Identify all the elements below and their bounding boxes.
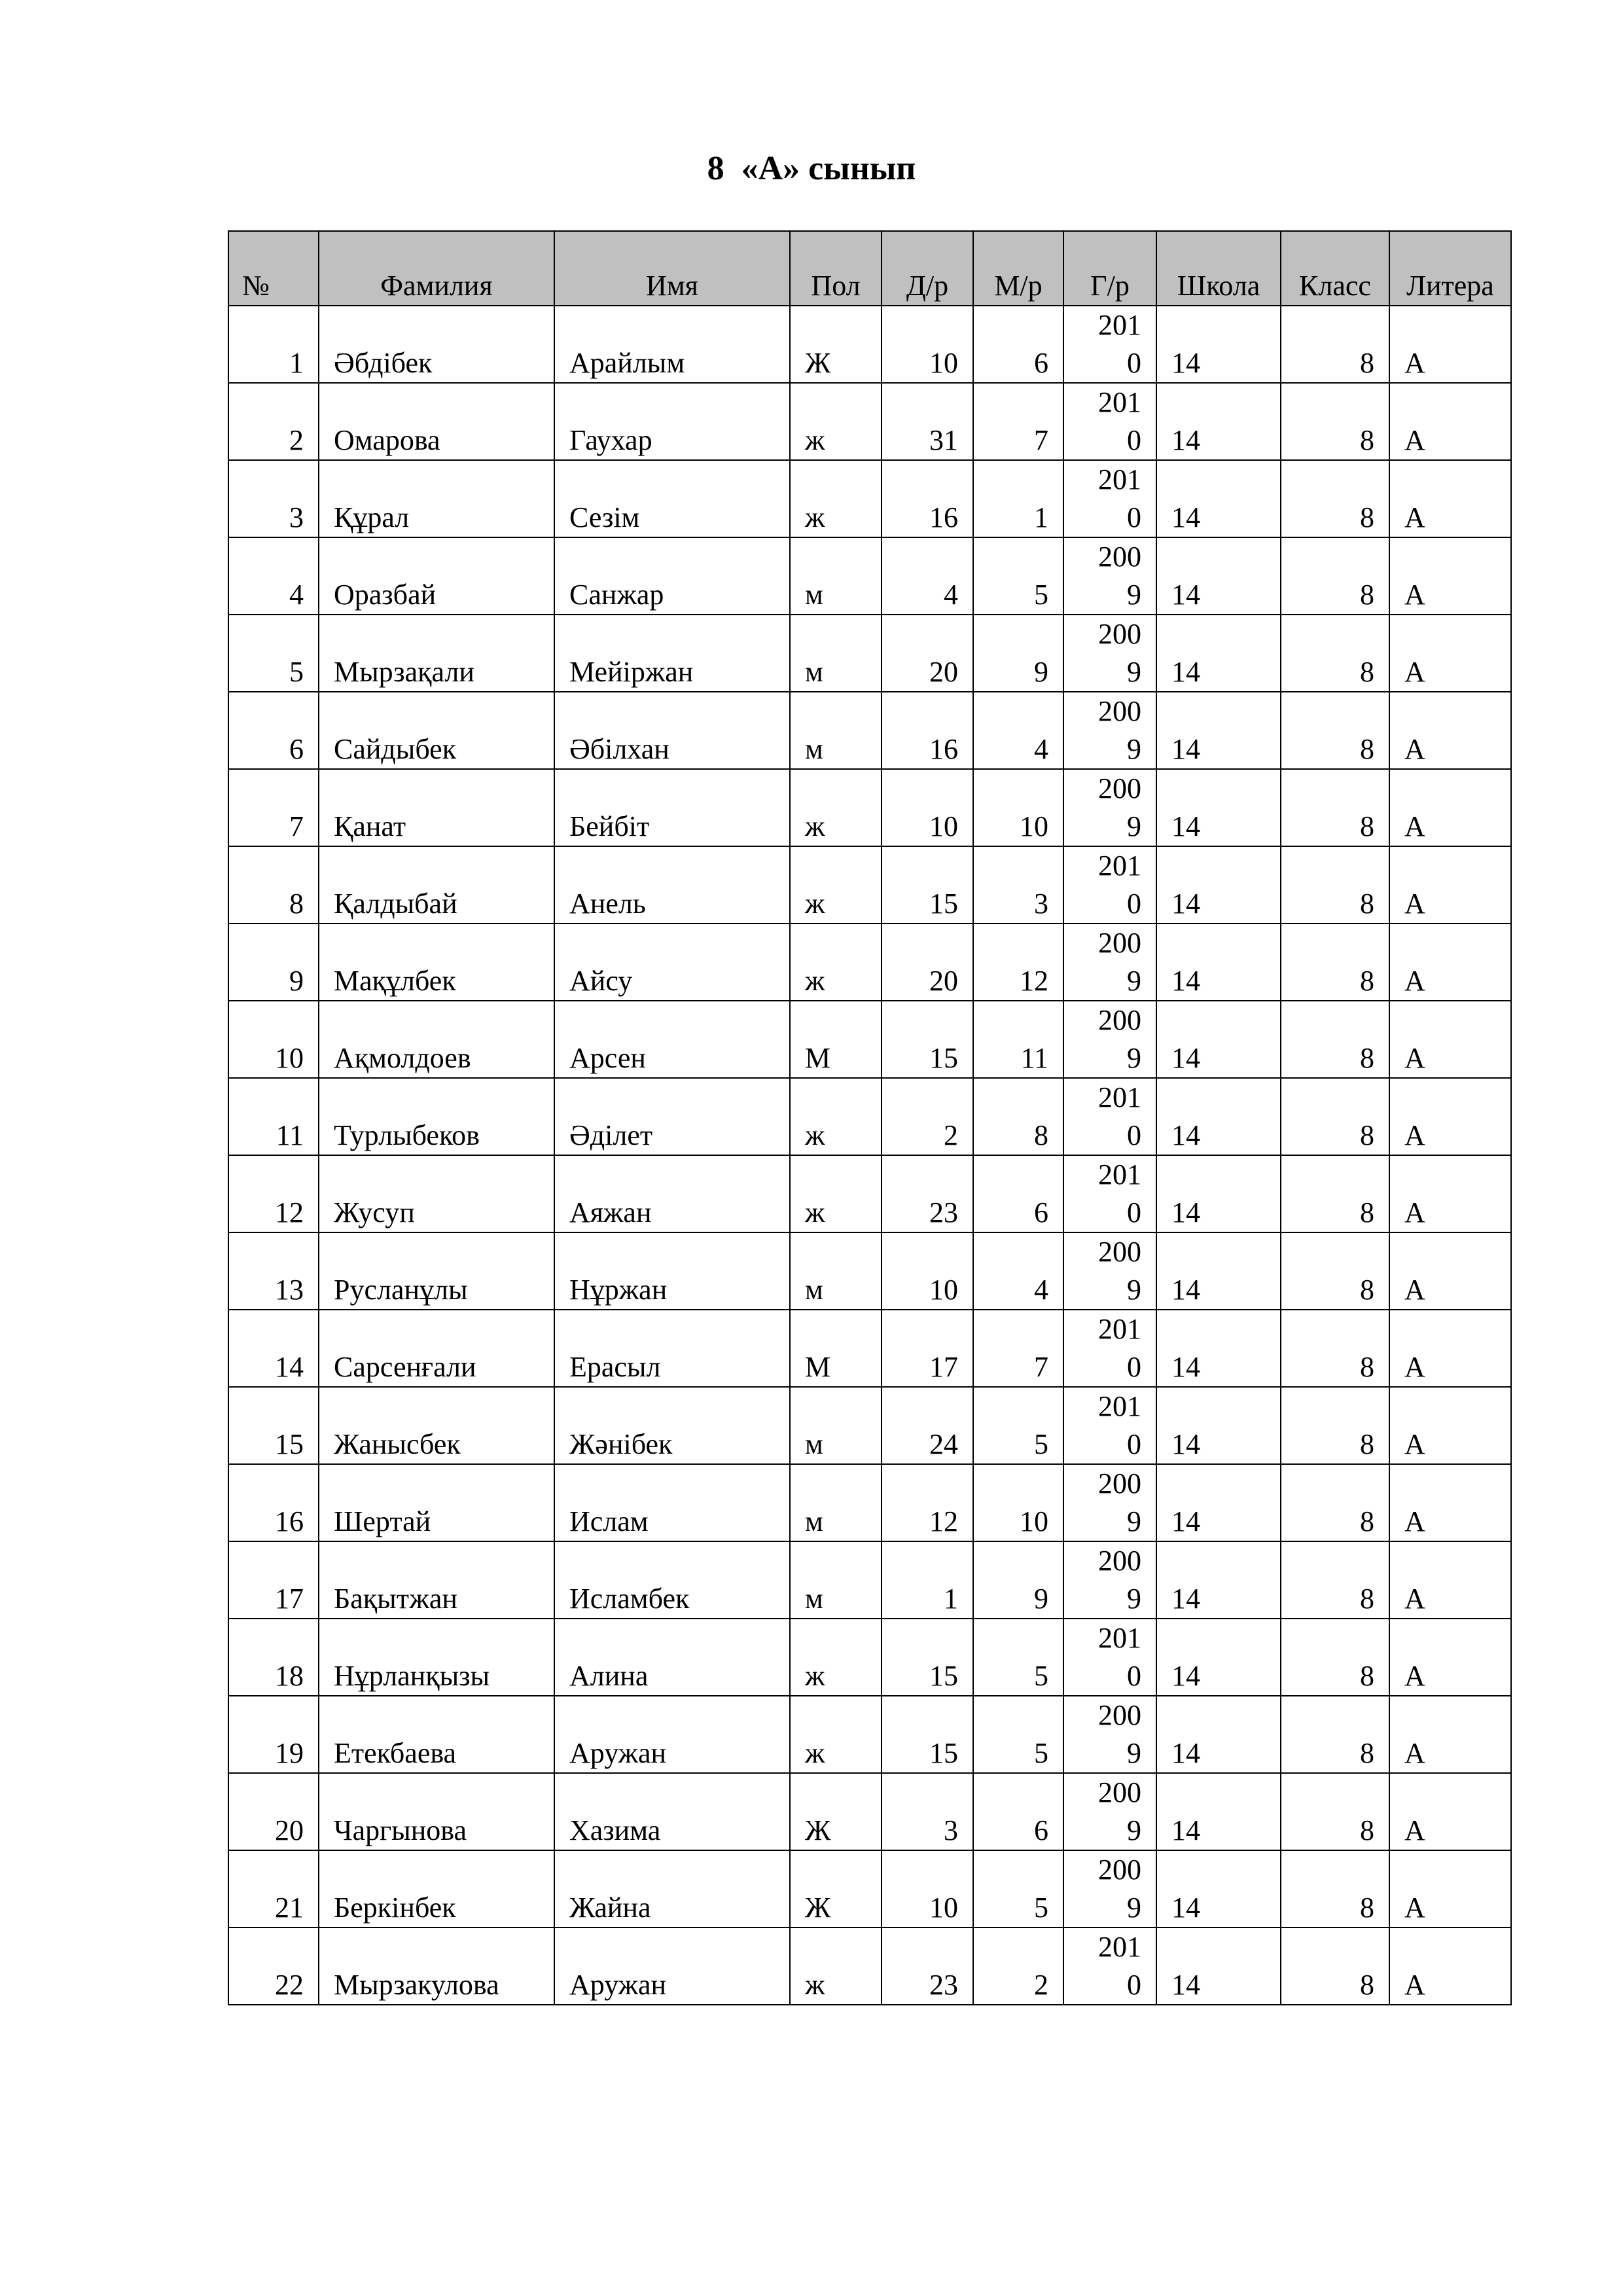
cell-day: 17	[882, 1310, 973, 1387]
cell-day: 15	[882, 1001, 973, 1078]
cell-month: 8	[973, 1078, 1063, 1155]
cell-num: 14	[228, 1310, 319, 1387]
cell-num: 4	[228, 537, 319, 615]
cell-day: 24	[882, 1387, 973, 1464]
cell-school: 14	[1156, 1850, 1281, 1928]
cell-num: 7	[228, 769, 319, 846]
cell-name: Алина	[554, 1619, 790, 1696]
cell-num: 1	[228, 306, 319, 383]
cell-school: 14	[1156, 692, 1281, 769]
cell-sex: м	[790, 1387, 882, 1464]
cell-day: 12	[882, 1464, 973, 1541]
cell-month: 10	[973, 1464, 1063, 1541]
cell-surname: Ақмолдоев	[319, 1001, 554, 1078]
cell-school: 14	[1156, 1773, 1281, 1850]
cell-surname: Бақытжан	[319, 1541, 554, 1619]
cell-day: 4	[882, 537, 973, 615]
cell-litera: А	[1389, 1928, 1511, 2005]
cell-name: Хазима	[554, 1773, 790, 1850]
cell-year: 2009	[1063, 1773, 1156, 1850]
student-table	[228, 230, 1512, 2005]
cell-class: 8	[1281, 306, 1389, 383]
cell-school: 14	[1156, 924, 1281, 1001]
cell-surname: Қанат	[319, 769, 554, 846]
cell-name: Санжар	[554, 537, 790, 615]
cell-class: 8	[1281, 537, 1389, 615]
cell-month: 1	[973, 460, 1063, 537]
cell-month: 3	[973, 846, 1063, 924]
cell-year: 2010	[1063, 1310, 1156, 1387]
cell-litera: А	[1389, 769, 1511, 846]
cell-surname: Турлыбеков	[319, 1078, 554, 1155]
cell-class: 8	[1281, 1464, 1389, 1541]
cell-month: 7	[973, 1310, 1063, 1387]
cell-school: 14	[1156, 1464, 1281, 1541]
table-row	[228, 1619, 1511, 1696]
cell-class: 8	[1281, 1928, 1389, 2005]
cell-class: 8	[1281, 1001, 1389, 1078]
cell-sex: М	[790, 1310, 882, 1387]
cell-class: 8	[1281, 615, 1389, 692]
cell-num: 18	[228, 1619, 319, 1696]
cell-name: Арайлым	[554, 306, 790, 383]
cell-surname: Чаргынова	[319, 1773, 554, 1850]
header-sex: Пол	[790, 231, 882, 306]
cell-surname: Нұрланқызы	[319, 1619, 554, 1696]
cell-day: 15	[882, 1619, 973, 1696]
cell-class: 8	[1281, 846, 1389, 924]
cell-school: 14	[1156, 537, 1281, 615]
header-day: Д/р	[882, 231, 973, 306]
cell-day: 23	[882, 1928, 973, 2005]
cell-num: 22	[228, 1928, 319, 2005]
header-school: Школа	[1156, 231, 1281, 306]
cell-surname: Шертай	[319, 1464, 554, 1541]
cell-year: 2009	[1063, 769, 1156, 846]
cell-school: 14	[1156, 460, 1281, 537]
cell-surname: Қалдыбай	[319, 846, 554, 924]
cell-day: 10	[882, 1232, 973, 1310]
cell-day: 20	[882, 615, 973, 692]
cell-school: 14	[1156, 1928, 1281, 2005]
cell-surname: Оразбай	[319, 537, 554, 615]
cell-num: 21	[228, 1850, 319, 1928]
table-row	[228, 1850, 1511, 1928]
cell-surname: Сарсенғали	[319, 1310, 554, 1387]
cell-school: 14	[1156, 1001, 1281, 1078]
cell-day: 15	[882, 846, 973, 924]
cell-year: 2010	[1063, 1387, 1156, 1464]
cell-day: 31	[882, 383, 973, 460]
table-row	[228, 692, 1511, 769]
cell-sex: ж	[790, 1696, 882, 1773]
cell-num: 11	[228, 1078, 319, 1155]
table-row	[228, 1078, 1511, 1155]
cell-num: 16	[228, 1464, 319, 1541]
cell-litera: А	[1389, 692, 1511, 769]
cell-year: 2009	[1063, 1850, 1156, 1928]
cell-day: 10	[882, 1850, 973, 1928]
cell-class: 8	[1281, 1155, 1389, 1232]
cell-school: 14	[1156, 615, 1281, 692]
cell-sex: ж	[790, 924, 882, 1001]
table-row	[228, 460, 1511, 537]
cell-name: Сезім	[554, 460, 790, 537]
cell-surname: Мырзақали	[319, 615, 554, 692]
cell-sex: ж	[790, 769, 882, 846]
cell-class: 8	[1281, 1387, 1389, 1464]
cell-year: 2009	[1063, 1001, 1156, 1078]
cell-month: 2	[973, 1928, 1063, 2005]
cell-class: 8	[1281, 1232, 1389, 1310]
cell-litera: А	[1389, 1850, 1511, 1928]
cell-litera: А	[1389, 1001, 1511, 1078]
cell-surname: Беркінбек	[319, 1850, 554, 1928]
table-row	[228, 1541, 1511, 1619]
cell-school: 14	[1156, 306, 1281, 383]
cell-name: Жайна	[554, 1850, 790, 1928]
table-row	[228, 1232, 1511, 1310]
cell-class: 8	[1281, 1541, 1389, 1619]
cell-name: Ерасыл	[554, 1310, 790, 1387]
cell-month: 9	[973, 1541, 1063, 1619]
cell-surname: Етекбаева	[319, 1696, 554, 1773]
cell-num: 6	[228, 692, 319, 769]
header-year: Г/р	[1063, 231, 1156, 306]
cell-year: 2010	[1063, 383, 1156, 460]
cell-name: Айсу	[554, 924, 790, 1001]
cell-day: 1	[882, 1541, 973, 1619]
cell-num: 9	[228, 924, 319, 1001]
cell-school: 14	[1156, 1541, 1281, 1619]
cell-day: 16	[882, 460, 973, 537]
cell-day: 16	[882, 692, 973, 769]
cell-sex: м	[790, 1464, 882, 1541]
cell-year: 2010	[1063, 306, 1156, 383]
header-surname: Фамилия	[319, 231, 554, 306]
cell-litera: А	[1389, 1232, 1511, 1310]
cell-sex: ж	[790, 383, 882, 460]
cell-year: 2009	[1063, 1464, 1156, 1541]
cell-sex: Ж	[790, 1850, 882, 1928]
cell-month: 4	[973, 692, 1063, 769]
cell-sex: м	[790, 537, 882, 615]
header-num: №	[228, 231, 319, 306]
cell-litera: А	[1389, 1155, 1511, 1232]
table-row	[228, 383, 1511, 460]
cell-litera: А	[1389, 1619, 1511, 1696]
cell-num: 3	[228, 460, 319, 537]
cell-name: Исламбек	[554, 1541, 790, 1619]
cell-num: 2	[228, 383, 319, 460]
cell-month: 5	[973, 1387, 1063, 1464]
cell-num: 5	[228, 615, 319, 692]
cell-year: 2009	[1063, 924, 1156, 1001]
cell-sex: м	[790, 692, 882, 769]
cell-name: Ислам	[554, 1464, 790, 1541]
cell-class: 8	[1281, 769, 1389, 846]
cell-surname: Құрал	[319, 460, 554, 537]
cell-sex: м	[790, 1232, 882, 1310]
cell-litera: А	[1389, 460, 1511, 537]
cell-school: 14	[1156, 1696, 1281, 1773]
cell-surname: Жусуп	[319, 1155, 554, 1232]
cell-month: 6	[973, 1155, 1063, 1232]
cell-name: Аружан	[554, 1928, 790, 2005]
cell-surname: Жанысбек	[319, 1387, 554, 1464]
cell-school: 14	[1156, 1619, 1281, 1696]
table-row	[228, 1928, 1511, 2005]
cell-month: 5	[973, 1619, 1063, 1696]
cell-litera: А	[1389, 306, 1511, 383]
cell-year: 2009	[1063, 1696, 1156, 1773]
header-litera: Литера	[1389, 231, 1511, 306]
cell-month: 6	[973, 306, 1063, 383]
cell-day: 15	[882, 1696, 973, 1773]
cell-year: 2010	[1063, 460, 1156, 537]
cell-year: 2010	[1063, 1619, 1156, 1696]
cell-litera: А	[1389, 615, 1511, 692]
cell-litera: А	[1389, 924, 1511, 1001]
cell-year: 2009	[1063, 537, 1156, 615]
cell-litera: А	[1389, 1773, 1511, 1850]
cell-day: 3	[882, 1773, 973, 1850]
cell-litera: А	[1389, 1078, 1511, 1155]
cell-year: 2010	[1063, 1155, 1156, 1232]
cell-class: 8	[1281, 460, 1389, 537]
cell-num: 20	[228, 1773, 319, 1850]
cell-sex: м	[790, 1541, 882, 1619]
table-row	[228, 537, 1511, 615]
cell-year: 2010	[1063, 846, 1156, 924]
cell-num: 10	[228, 1001, 319, 1078]
table-row	[228, 1387, 1511, 1464]
cell-school: 14	[1156, 1232, 1281, 1310]
cell-name: Мейіржан	[554, 615, 790, 692]
cell-month: 5	[973, 537, 1063, 615]
cell-school: 14	[1156, 1310, 1281, 1387]
cell-num: 13	[228, 1232, 319, 1310]
cell-school: 14	[1156, 1155, 1281, 1232]
cell-surname: Сайдыбек	[319, 692, 554, 769]
cell-num: 17	[228, 1541, 319, 1619]
cell-day: 10	[882, 306, 973, 383]
table-row	[228, 1464, 1511, 1541]
cell-sex: ж	[790, 1619, 882, 1696]
table-row	[228, 924, 1511, 1001]
cell-class: 8	[1281, 1850, 1389, 1928]
cell-name: Бейбіт	[554, 769, 790, 846]
cell-sex: ж	[790, 1155, 882, 1232]
header-class: Класс	[1281, 231, 1389, 306]
cell-month: 12	[973, 924, 1063, 1001]
cell-name: Арсен	[554, 1001, 790, 1078]
cell-surname: Мақұлбек	[319, 924, 554, 1001]
cell-sex: Ж	[790, 306, 882, 383]
cell-class: 8	[1281, 1696, 1389, 1773]
cell-litera: А	[1389, 1310, 1511, 1387]
cell-month: 10	[973, 769, 1063, 846]
cell-name: Аружан	[554, 1696, 790, 1773]
cell-class: 8	[1281, 1773, 1389, 1850]
cell-month: 11	[973, 1001, 1063, 1078]
cell-year: 2010	[1063, 1078, 1156, 1155]
cell-num: 15	[228, 1387, 319, 1464]
table-row	[228, 769, 1511, 846]
cell-name: Жәнібек	[554, 1387, 790, 1464]
cell-name: Гаухар	[554, 383, 790, 460]
cell-surname: Русланұлы	[319, 1232, 554, 1310]
cell-class: 8	[1281, 1619, 1389, 1696]
cell-sex: Ж	[790, 1773, 882, 1850]
table-row	[228, 1696, 1511, 1773]
cell-month: 9	[973, 615, 1063, 692]
cell-year: 2009	[1063, 1541, 1156, 1619]
cell-litera: А	[1389, 1541, 1511, 1619]
table-row	[228, 1773, 1511, 1850]
cell-surname: Мырзакулова	[319, 1928, 554, 2005]
header-name: Имя	[554, 231, 790, 306]
cell-litera: А	[1389, 383, 1511, 460]
cell-litera: А	[1389, 846, 1511, 924]
table-row	[228, 1001, 1511, 1078]
cell-litera: А	[1389, 1696, 1511, 1773]
cell-school: 14	[1156, 846, 1281, 924]
cell-sex: ж	[790, 846, 882, 924]
cell-month: 7	[973, 383, 1063, 460]
table-row	[228, 1310, 1511, 1387]
header-month: М/р	[973, 231, 1063, 306]
cell-sex: м	[790, 615, 882, 692]
cell-num: 19	[228, 1696, 319, 1773]
cell-litera: А	[1389, 1387, 1511, 1464]
cell-sex: ж	[790, 460, 882, 537]
cell-name: Нұржан	[554, 1232, 790, 1310]
cell-school: 14	[1156, 1387, 1281, 1464]
cell-name: Әділет	[554, 1078, 790, 1155]
cell-name: Аяжан	[554, 1155, 790, 1232]
table-row	[228, 615, 1511, 692]
cell-school: 14	[1156, 769, 1281, 846]
cell-litera: А	[1389, 1464, 1511, 1541]
cell-sex: ж	[790, 1928, 882, 2005]
table-row	[228, 306, 1511, 383]
cell-year: 2009	[1063, 1232, 1156, 1310]
cell-sex: ж	[790, 1078, 882, 1155]
cell-surname: Әбдібек	[319, 306, 554, 383]
cell-school: 14	[1156, 383, 1281, 460]
cell-day: 20	[882, 924, 973, 1001]
cell-year: 2009	[1063, 692, 1156, 769]
table-body	[228, 306, 1511, 2005]
cell-day: 23	[882, 1155, 973, 1232]
cell-class: 8	[1281, 692, 1389, 769]
cell-class: 8	[1281, 924, 1389, 1001]
cell-school: 14	[1156, 1078, 1281, 1155]
cell-year: 2009	[1063, 615, 1156, 692]
cell-num: 8	[228, 846, 319, 924]
cell-sex: М	[790, 1001, 882, 1078]
cell-surname: Омарова	[319, 383, 554, 460]
cell-month: 6	[973, 1773, 1063, 1850]
cell-year: 2010	[1063, 1928, 1156, 2005]
cell-name: Анель	[554, 846, 790, 924]
cell-class: 8	[1281, 1078, 1389, 1155]
cell-litera: А	[1389, 537, 1511, 615]
cell-month: 5	[973, 1696, 1063, 1773]
cell-class: 8	[1281, 383, 1389, 460]
header-row	[228, 231, 1511, 306]
cell-class: 8	[1281, 1310, 1389, 1387]
table-row	[228, 1155, 1511, 1232]
cell-month: 4	[973, 1232, 1063, 1310]
page-title: 8 «А» сынып	[707, 150, 916, 187]
table-row	[228, 846, 1511, 924]
cell-day: 10	[882, 769, 973, 846]
cell-month: 5	[973, 1850, 1063, 1928]
cell-name: Әбілхан	[554, 692, 790, 769]
cell-num: 12	[228, 1155, 319, 1232]
cell-day: 2	[882, 1078, 973, 1155]
